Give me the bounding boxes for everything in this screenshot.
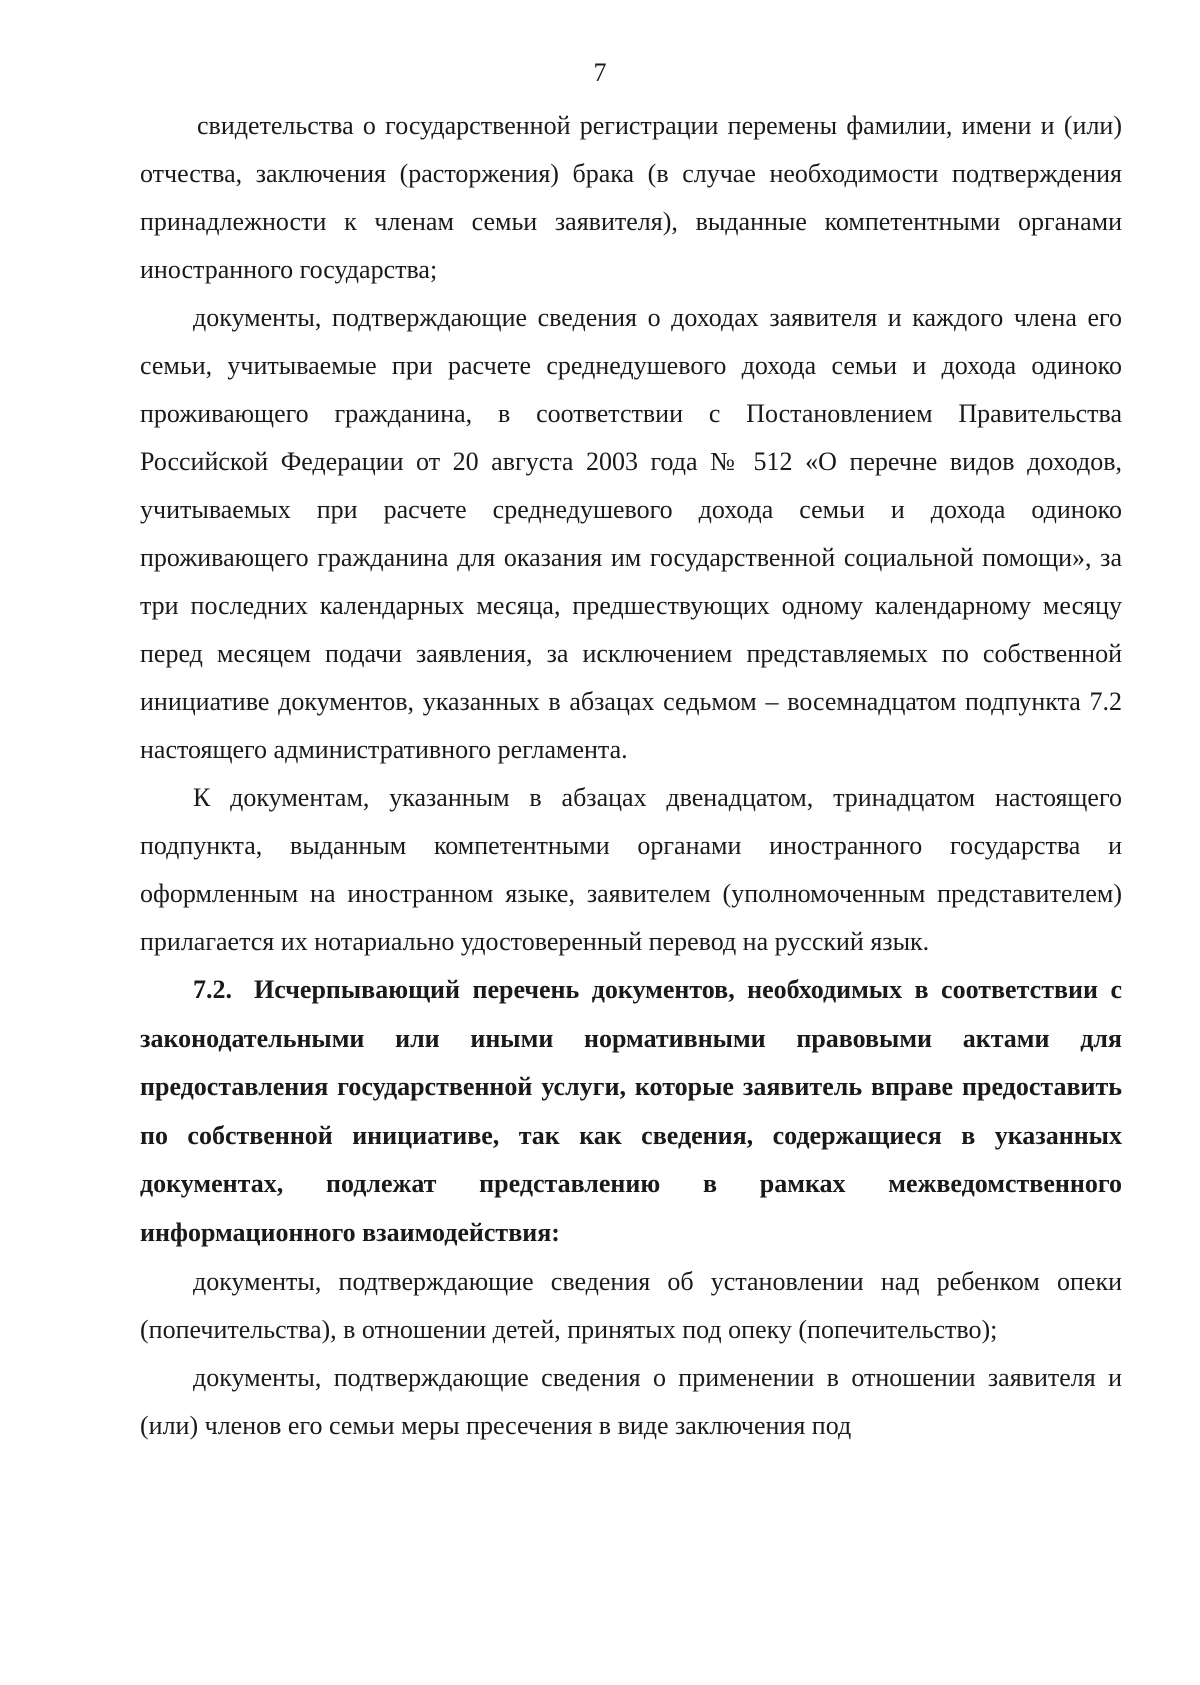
document-body <box>140 102 1122 1450</box>
paragraph-guardianship-documents: документы, подтверждающие сведения об установлении над ребенком опеки (попечительства), в отношении детей, принятых под опеку (попечительство); <box>140 1266 1122 1344</box>
paragraph-income-documents: документы, подтверждающие сведения о доходах заявителя и каждого члена его семьи, учитываемые при расчете среднедушевого дохода семьи и дохода одиноко проживающего гражданина, в соответствии с Постановлением Правительства Российской Федерации от 20 августа 2003 года № 512 «О перечне видов доходов, учитываемых при расчете среднедушевого дохода семьи и дохода одиноко проживающего гражданина для оказания им государственной социальной помощи», за три последних календарных месяца, предшествующих одному календарному месяцу перед месяцем подачи заявления, за исключением представляемых по собственной инициативе документов, указанных в абзацах седьмом – восемнадцатом подпункта 7.2 настоящего административного регламента. <box>140 303 1122 764</box>
section-heading-text: Исчерпывающий перечень документов, необходимых в соответствии с законодательными или иными нормативными правовыми актами для предоставления государственной услуги, которые заявитель вправе предоставить по собственной инициативе, так как сведения, содержащиеся в указанных документах, подлежат представлению в рамках межведомственного информационного взаимодействия: <box>140 975 1122 1247</box>
section-number: 7.2. <box>193 975 232 1004</box>
paragraph-detention-documents: документы, подтверждающие сведения о применении в отношении заявителя и (или) членов его семьи меры пресечения в виде заключения под <box>140 1362 1122 1440</box>
paragraph-marriage-certificates: свидетельства о государственной регистрации перемены фамилии, имени и (или) отчества, заключения (расторжения) брака (в случае необходимости подтверждения принадлежности к членам семьи заявителя), выданные компетентными органами иностранного государства; <box>140 111 1122 284</box>
page-number: 7 <box>593 58 607 87</box>
section-heading-7-2 <box>140 966 1122 1258</box>
paragraph-translation-requirement: К документам, указанным в абзацах двенадцатом, тринадцатом настоящего подпункта, выданным компетентными органами иностранного государства и оформленным на иностранном языке, заявителем (уполномоченным представителем) прилагается их нотариально удостоверенный перевод на русский язык. <box>140 783 1122 956</box>
